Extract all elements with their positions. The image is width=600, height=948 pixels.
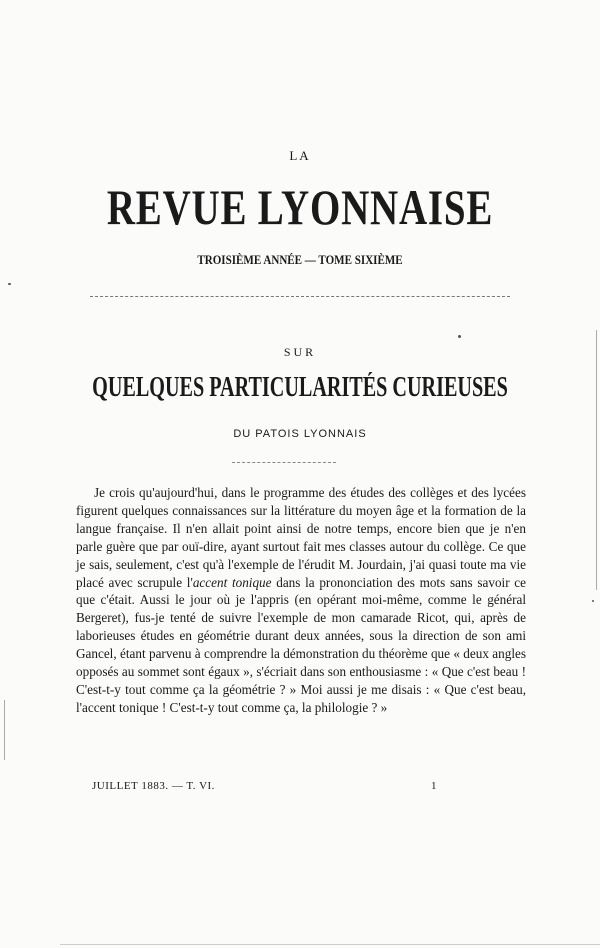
scan-edge <box>4 700 5 760</box>
masthead-article: LA <box>289 148 311 163</box>
title-divider <box>232 462 336 463</box>
page-number: 1 <box>431 780 437 792</box>
journal-title: REVUE LYONNAISE <box>106 179 494 235</box>
body-text-end: dans la prononciation des mots sans savoir ce que c'était. Aussi le jour où je l'appris (en opérant moi-même, comme le général Bergeret), fus-je tenté de suivre l'exemple de mon camarade Ricot, qui, après de laborieuses études en géométrie durant deux années, sous la direction de son ami Gancel, étant parvenu à comprendre la démonstration du théorème que « deux angles opposés au sommet sont égaux », s'écriait dans son enthousiasme : « Que c'est beau ! C'est-t-y tout comme ça la géométrie ? » Moi aussi je me disais : « Que c'est beau, l'accent tonique ! C'est-t-y tout comme ça, la philologie ? » <box>76 574 527 715</box>
emphasized-term: accent tonique <box>192 574 272 590</box>
scan-edge <box>596 330 597 590</box>
article-title: QUELQUES PARTICULARITÉS CURIEUSES <box>92 372 508 403</box>
scan-speck <box>8 283 11 285</box>
article-subtitle: DU PATOIS LYONNAIS <box>233 428 367 440</box>
scan-speck <box>458 335 461 338</box>
article-preposition: SUR <box>283 345 317 359</box>
article-body <box>76 484 526 717</box>
body-paragraph <box>76 484 526 717</box>
scan-edge <box>60 944 600 945</box>
body-text-start: Je crois qu'aujourd'hui, dans le programme des études des collèges et des lycées figurent quelques connaissances sur la littérature du moyen âge et la formation de la langue française. Il n'en allait point ainsi de notre temps, encore bien que je n'en parle guère que par ouï-dire, ayant surtout fait mes classes autour du collège. Ce que je sais, seulement, c'est qu'à l'exemple de l'érudit M. Jourdain, j'ai quasi toute ma vie placé avec scrupule l' <box>76 485 526 590</box>
header-divider <box>90 296 510 297</box>
scan-speck <box>592 600 594 602</box>
footer-date-volume: JUILLET 1883. — T. VI. <box>92 780 215 792</box>
volume-line: TROISIÈME ANNÉE — TOME SIXIÈME <box>197 252 403 267</box>
